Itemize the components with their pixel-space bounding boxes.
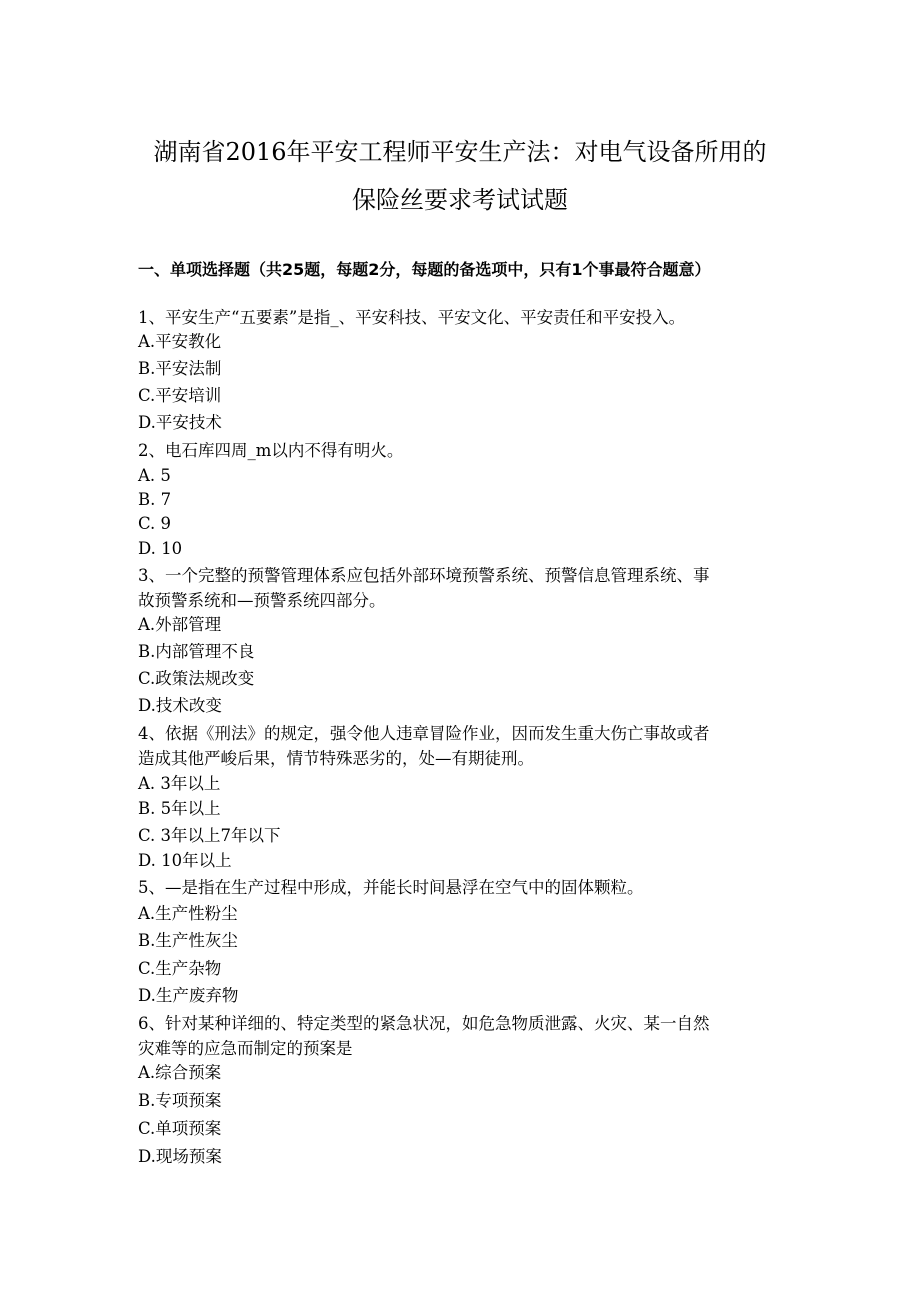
question-5-option-c: C.生产杂物	[138, 959, 222, 978]
question-5-option-d: D.生产废弃物	[138, 986, 239, 1005]
question-1-stem: 1、平安生产“五要素”是指_、平安科技、平安文化、平安责任和平安投入。	[138, 308, 686, 327]
question-4-stem-line-2: 造成其他严峻后果，情节特殊恶劣的，处—有期徒刑。	[138, 749, 534, 768]
question-1-option-a: A.平安教化	[138, 332, 222, 351]
question-4-option-b: B. 5年以上	[138, 799, 221, 818]
question-4-stem-line-1: 4、依据《刑法》的规定，强令他人违章冒险作业，因而发生重大伤亡事故或者	[138, 724, 710, 743]
question-3-stem-line-1: 3、一个完整的预警管理体系应包括外部环境预警系统、预警信息管理系统、事	[138, 566, 710, 585]
question-4-option-c: C. 3年以上7年以下	[138, 826, 281, 845]
question-2-option-c: C. 9	[138, 514, 172, 533]
question-3-stem-line-2: 故预警系统和—预警系统四部分。	[138, 591, 386, 610]
question-5-option-b: B.生产性灰尘	[138, 931, 238, 950]
question-6-option-d: D.现场预案	[138, 1147, 222, 1166]
question-3-option-c: C.政策法规改变	[138, 669, 255, 688]
question-2-option-d: D. 10	[138, 539, 183, 558]
question-3-option-a: A.外部管理	[138, 615, 222, 634]
question-2-stem: 2、电石库四周_m以内不得有明火。	[138, 441, 404, 460]
question-1-option-b: B.平安法制	[138, 359, 222, 378]
question-6-option-c: C.单项预案	[138, 1119, 222, 1138]
question-2-option-a: A. 5	[138, 466, 171, 485]
document-title-line-2: 保险丝要求考试试题	[352, 186, 568, 214]
question-5-stem: 5、—是指在生产过程中形成，并能长时间悬浮在空气中的固体颗粒。	[138, 878, 644, 897]
question-4-option-a: A. 3年以上	[138, 774, 221, 793]
question-6-stem-line-2: 灾难等的应急而制定的预案是	[138, 1039, 353, 1058]
document-title-line-1: 湖南省2016年平安工程师平安生产法：对电气设备所用的	[153, 138, 767, 166]
question-1-option-d: D.平安技术	[138, 413, 222, 432]
question-5-option-a: A.生产性粉尘	[138, 904, 238, 923]
question-3-option-b: B.内部管理不良	[138, 642, 255, 661]
question-6-stem-line-1: 6、针对某种详细的、特定类型的紧急状况，如危急物质泄露、火灾、某一自然	[138, 1014, 710, 1033]
question-3-option-d: D.技术改变	[138, 696, 222, 715]
question-6-option-a: A.综合预案	[138, 1063, 222, 1082]
question-6-option-b: B.专项预案	[138, 1091, 222, 1110]
question-2-option-b: B. 7	[138, 490, 172, 509]
question-4-option-d: D. 10年以上	[138, 851, 232, 870]
question-1-option-c: C.平安培训	[138, 386, 222, 405]
section-heading: 一、单项选择题（共25题，每题2分，每题的备选项中，只有1个事最符合题意）	[138, 260, 711, 279]
